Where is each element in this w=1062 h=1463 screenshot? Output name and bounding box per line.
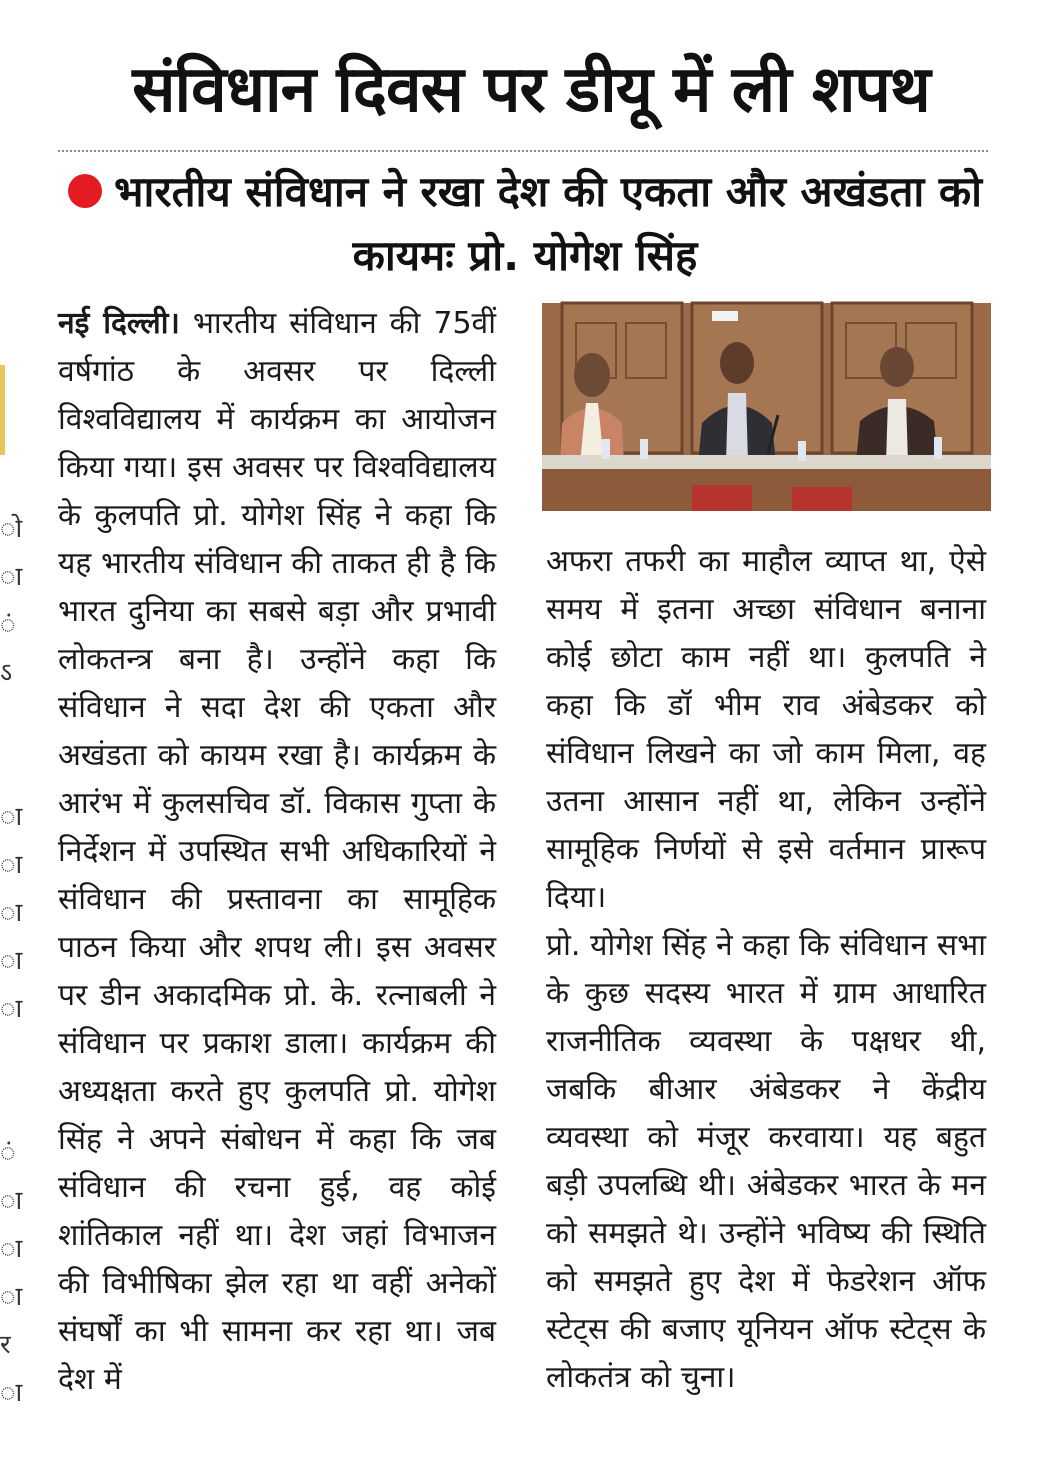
event-photo-illustration [542, 303, 991, 511]
edge-glyph [0, 745, 14, 793]
edge-glyph: ं [0, 1138, 16, 1168]
edge-glyph: ा [0, 802, 23, 832]
adjacent-article-edge [0, 505, 23, 1417]
headline-divider [58, 150, 988, 152]
edge-glyph: र [0, 1330, 11, 1360]
edge-glyph: ा [0, 1282, 23, 1312]
edge-glyph: ा [0, 850, 23, 880]
edge-glyph: ा [0, 1234, 23, 1264]
edge-glyph: ं [0, 610, 16, 640]
edge-glyph: ा [0, 562, 23, 592]
article-paragraph: भारतीय संविधान की 75वीं वर्षगांठ के अवसर पर दिल्ली विश्वविद्यालय में कार्यक्रम का आयोजन किया गया। इस अवसर पर विश्वविद्यालय के कुलपति प्रो. योगेश सिंह ने कहा कि यह भारतीय संविधान की ताकत ही है कि भारत दुनिया का सबसे बड़ा और प्रभावी लोकतन्त्र बना है। उन्होंने कहा कि संविधान ने सदा देश की एकता और अखंडता को कायम रखा है। कार्यक्रम के आरंभ में कुलसचिव डॉ. विकास गुप्ता के निर्देशन में उपस्थित सभी अधिकारियों ने संविधान की प्रस्तावना का सामूहिक पाठन किया और शपथ ली। इस अवसर पर डीन अकादमिक प्रो. के. रत्नाबली ने संविधान पर प्रकाश डाला। कार्यक्रम की अध्यक्षता करते हुए कुलपति प्रो. योगेश सिंह ने अपने संबोधन में कहा कि जब संविधान की रचना हुई, वह कोई शांतिकाल नहीं था। देश जहां विभाजन की विभीषिका झेल रहा था वहीं अनेकों संघर्षों का भी सामना कर रहा था। जब देश में [58, 306, 496, 1397]
edge-glyph: ा [0, 946, 23, 976]
dateline: नई दिल्ली। [58, 306, 180, 341]
headline: संविधान दिवस पर डीयू में ली शपथ [132, 53, 930, 127]
edge-glyph: ा [0, 1378, 23, 1408]
adjacent-article-color-bar [0, 365, 5, 455]
subheadline-text: भारतीय संविधान ने रखा देश की एकता और अखंडता को कायमः प्रो. योगेश सिंह [113, 167, 983, 280]
red-bullet-icon [68, 174, 102, 208]
article-paragraph: अफरा तफरी का माहौल व्याप्त था, ऐसे समय में इतना अच्छा संविधान बनाना कोई छोटा काम नहीं था। कुलपति ने कहा कि डॉ भीम राव अंबेडकर को संविधान लिखने का जो काम मिला, वह उतना आसान नहीं था, लेकिन उन्होंने सामूहिक निर्णयों से इसे वर्तमान प्रारूप दिया। [546, 544, 986, 915]
edge-glyph: ऽ [0, 658, 13, 688]
article-column-right [546, 538, 986, 1402]
edge-glyph [0, 697, 14, 745]
event-photo [542, 303, 991, 511]
article-column-left [58, 300, 496, 1404]
edge-glyph: ा [0, 994, 23, 1024]
edge-glyph: ो [0, 514, 23, 544]
edge-glyph: ा [0, 898, 23, 928]
edge-glyph [0, 1081, 14, 1129]
edge-glyph [0, 1033, 14, 1081]
article-paragraph: प्रो. योगेश सिंह ने कहा कि संविधान सभा के कुछ सदस्य भारत में ग्राम आधारित राजनीतिक व्यवस्था के पक्षधर थी, जबकि बीआर अंबेडकर ने केंद्रीय व्यवस्था को मंजूर करवाया। यह बहुत बड़ी उपलब्धि थी। अंबेडकर भारत के मन को समझते थे। उन्होंने भविष्य की स्थिति को समझते हुए देश में फेडरेशन ऑफ स्टेट्स की बजाए यूनियन ऑफ स्टेट्स के लोकतंत्र को चुना। [546, 928, 986, 1395]
subheadline [60, 160, 990, 288]
edge-glyph: ा [0, 1186, 23, 1216]
